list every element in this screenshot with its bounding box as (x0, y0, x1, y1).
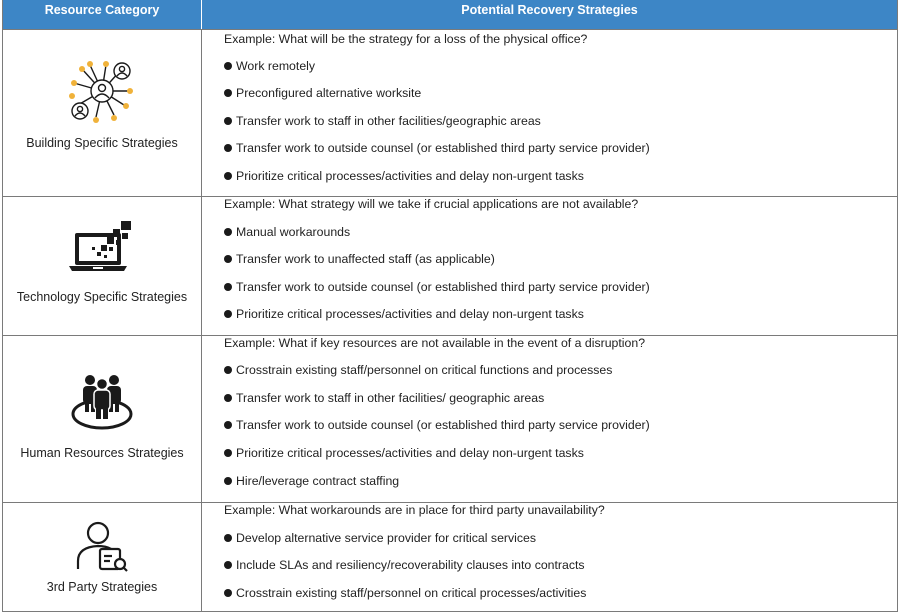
strategies-cell (202, 30, 897, 196)
list-item: Transfer work to staff in other facilities/geographic areas (224, 114, 541, 128)
category-cell (3, 336, 202, 502)
person-document-icon (74, 519, 130, 573)
bullet-icon (224, 589, 232, 597)
bullet-icon (224, 62, 232, 70)
example-question: Example: What strategy will we take if crucial applications are not available? (224, 197, 639, 211)
bullet-icon (224, 534, 232, 542)
bullet-icon (224, 117, 232, 125)
bullet-icon (224, 144, 232, 152)
table-row-human-resources (3, 335, 897, 502)
table-header (3, 0, 897, 29)
list-item: Transfer work to outside counsel (or established third party service provider) (224, 141, 650, 155)
bullet-icon (224, 449, 232, 457)
list-item: Prioritize critical processes/activities and delay non-urgent tasks (224, 446, 584, 460)
list-item: Transfer work to outside counsel (or established third party service provider) (224, 418, 650, 432)
list-item: Work remotely (224, 59, 315, 73)
list-item: Prioritize critical processes/activities and delay non-urgent tasks (224, 307, 584, 321)
strategies-table (2, 0, 898, 612)
list-item: Hire/leverage contract staffing (224, 474, 399, 488)
table-row-third-party (3, 502, 897, 612)
list-item: Prioritize critical processes/activities and delay non-urgent tasks (224, 169, 584, 183)
people-group-icon (70, 372, 134, 432)
network-people-icon (68, 61, 136, 125)
bullet-icon (224, 89, 232, 97)
example-question: Example: What will be the strategy for a loss of the physical office? (224, 32, 588, 46)
category-label: Building Specific Strategies (26, 136, 178, 150)
strategies-cell (202, 336, 897, 502)
list-item: Crosstrain existing staff/personnel on critical processes/activities (224, 586, 586, 600)
bullet-icon (224, 366, 232, 374)
header-recovery-strategies: Potential Recovery Strategies (461, 2, 638, 17)
header-resource-category: Resource Category (3, 0, 202, 29)
list-item: Include SLAs and resiliency/recoverability clauses into contracts (224, 558, 585, 572)
bullet-icon (224, 421, 232, 429)
list-item: Develop alternative service provider for critical services (224, 531, 536, 545)
strategies-cell (202, 503, 897, 612)
bullet-icon (224, 228, 232, 236)
bullet-icon (224, 477, 232, 485)
category-cell (3, 503, 202, 612)
category-cell (3, 197, 202, 335)
category-cell (3, 30, 202, 196)
list-item: Transfer work to unaffected staff (as applicable) (224, 252, 495, 266)
table-row-building (3, 29, 897, 196)
category-label: 3rd Party Strategies (46, 580, 158, 594)
bullet-icon (224, 394, 232, 402)
list-item: Manual workarounds (224, 225, 350, 239)
bullet-icon (224, 172, 232, 180)
list-item: Transfer work to outside counsel (or established third party service provider) (224, 280, 650, 294)
bullet-icon (224, 310, 232, 318)
bullet-icon (224, 283, 232, 291)
list-item: Preconfigured alternative worksite (224, 86, 421, 100)
category-label: Human Resources Strategies (20, 446, 184, 460)
category-label: Technology Specific Strategies (16, 290, 188, 304)
laptop-pixels-icon (69, 219, 135, 275)
example-question: Example: What workarounds are in place for third party unavailability? (224, 503, 605, 517)
list-item: Crosstrain existing staff/personnel on critical functions and processes (224, 363, 612, 377)
strategies-cell (202, 197, 897, 335)
example-question: Example: What if key resources are not available in the event of a disruption? (224, 336, 646, 350)
bullet-icon (224, 255, 232, 263)
table-row-technology (3, 196, 897, 335)
list-item: Transfer work to staff in other facilities/ geographic areas (224, 391, 544, 405)
bullet-icon (224, 561, 232, 569)
